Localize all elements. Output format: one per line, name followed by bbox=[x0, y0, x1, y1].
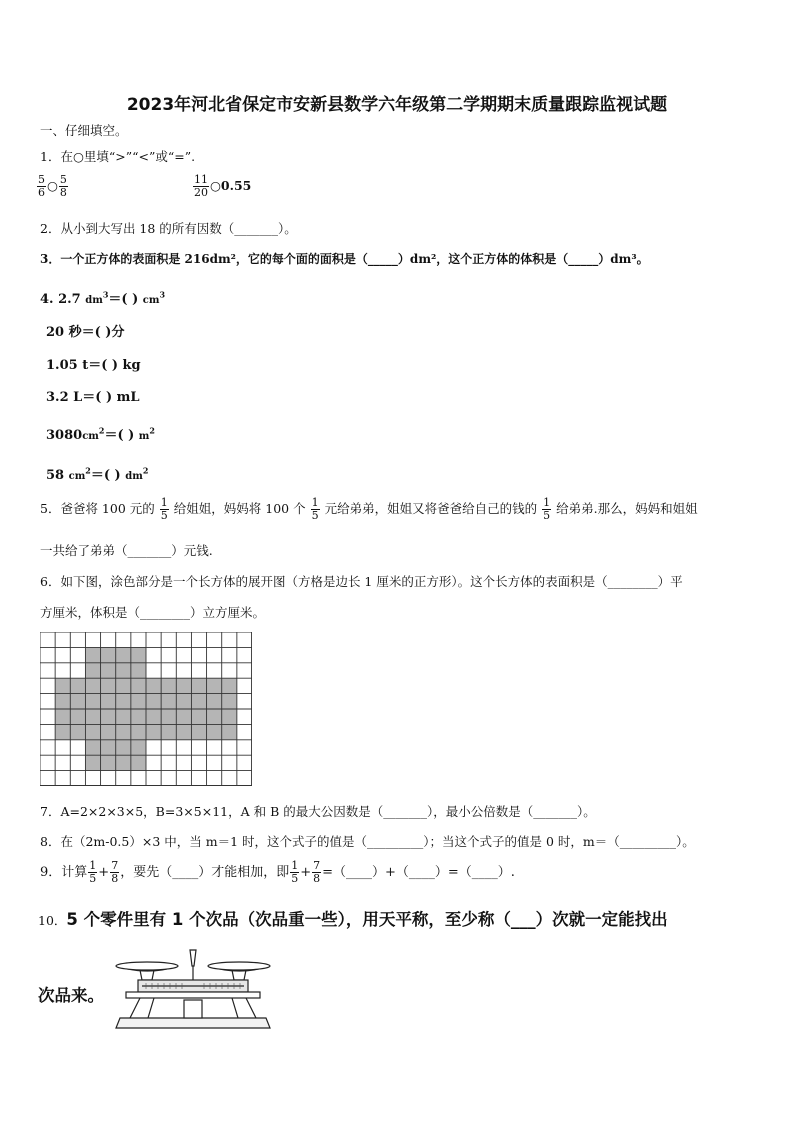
shaded-cell bbox=[85, 694, 100, 709]
fraction: $\frac{5}{6}$ bbox=[38, 173, 45, 199]
q4-line-6: 58 $cm^2=$( ) $dm^2$ bbox=[46, 465, 149, 483]
shaded-cell bbox=[101, 755, 116, 770]
shaded-cell bbox=[55, 724, 70, 739]
fraction: $\frac{7}{8}$ bbox=[313, 859, 321, 885]
shaded-cell bbox=[222, 678, 237, 693]
fraction: $\frac{1}{5}$ bbox=[311, 496, 319, 522]
shaded-cell bbox=[161, 709, 176, 724]
question-6: 6．如下图，涂色部分是一个长方体的展开图（方格是边长 1 厘米的正方形）。这个长方体的表面积是（________）平 bbox=[40, 574, 683, 589]
shaded-cell bbox=[131, 663, 146, 678]
shaded-cell bbox=[176, 694, 191, 709]
question-3: 3．一个正方体的表面积是 216dm²，它的每个面的面积是（_____）dm²，这个正方体的体积是（_____）dm³。 bbox=[40, 252, 649, 266]
shaded-cell bbox=[55, 694, 70, 709]
shaded-cell bbox=[70, 709, 85, 724]
shaded-cell bbox=[70, 694, 85, 709]
shaded-cell bbox=[116, 740, 131, 755]
fraction: $\frac{5}{8}$ bbox=[59, 173, 67, 199]
shaded-cell bbox=[131, 647, 146, 662]
shaded-cell bbox=[85, 709, 100, 724]
shaded-cell bbox=[222, 694, 237, 709]
q4-line-4: 3.2 L＝( ) mL bbox=[46, 390, 140, 405]
shaded-cell bbox=[131, 740, 146, 755]
q4-line-2: 20 秒＝( )分 bbox=[46, 325, 125, 340]
question-10-line-2: 次品来。 bbox=[38, 986, 104, 1005]
shaded-cell bbox=[85, 678, 100, 693]
question-9: 9．计算 $\frac{1}{5}$ + $\frac{7}{8}$ ，要先（____）才能相加，即 $\frac{1}{5}$ + $\frac{7}{8}$ =（____）+（____）=（____）. bbox=[40, 859, 515, 885]
shaded-cell bbox=[207, 694, 222, 709]
q1-item-a bbox=[36, 174, 69, 199]
q4-line-1: 4. 2.7 $dm^3=$( ) $cm^3$ bbox=[40, 289, 166, 307]
page-title: 2023年河北省保定市安新县数学六年级第二学期期末质量跟踪监视试题 bbox=[126, 95, 668, 115]
shaded-cell bbox=[222, 709, 237, 724]
shaded-cell bbox=[191, 694, 206, 709]
net-grid-figure bbox=[40, 632, 252, 786]
q1-item-b: $\frac{11}{20}$ ○0.55 bbox=[194, 173, 252, 199]
shaded-cell bbox=[116, 694, 131, 709]
shaded-cell bbox=[191, 724, 206, 739]
shaded-cell bbox=[116, 724, 131, 739]
shaded-cell bbox=[101, 724, 116, 739]
shaded-cell bbox=[101, 694, 116, 709]
shaded-cell bbox=[116, 709, 131, 724]
shaded-cell bbox=[176, 724, 191, 739]
q4-line-3: 1.05 t＝( ) kg bbox=[46, 358, 141, 373]
question-1: 1．在○里填“>”“<”或“=”. bbox=[40, 149, 196, 164]
shaded-cell bbox=[191, 678, 206, 693]
shaded-cell bbox=[191, 709, 206, 724]
shaded-cell bbox=[85, 647, 100, 662]
shaded-cell bbox=[131, 678, 146, 693]
question-2: 2．从小到大写出 18 的所有因数（_______）。 bbox=[40, 221, 297, 236]
shaded-cell bbox=[101, 740, 116, 755]
shaded-cell bbox=[131, 694, 146, 709]
shaded-cell bbox=[55, 678, 70, 693]
shaded-cell bbox=[85, 724, 100, 739]
shaded-cell bbox=[116, 755, 131, 770]
shaded-cell bbox=[207, 709, 222, 724]
shaded-cell bbox=[207, 724, 222, 739]
shaded-cell bbox=[101, 663, 116, 678]
q4-line-5: $3080cm^2=$( ) $m^2$ bbox=[46, 425, 155, 443]
shaded-cell bbox=[55, 709, 70, 724]
shaded-cell bbox=[101, 647, 116, 662]
grid-svg bbox=[40, 632, 252, 786]
shaded-cell bbox=[116, 678, 131, 693]
shaded-cell bbox=[85, 663, 100, 678]
shaded-cell bbox=[131, 755, 146, 770]
question-6-line-2: 方厘米，体积是（________）立方厘米。 bbox=[40, 605, 266, 620]
fraction: $\frac{7}{8}$ bbox=[111, 859, 119, 885]
question-10: 10．5 个零件里有 1 个次品（次品重一些），用天平称，至少称（___）次就一定能找出 bbox=[38, 910, 668, 929]
shaded-cell bbox=[101, 709, 116, 724]
shaded-cell bbox=[161, 694, 176, 709]
shaded-cell bbox=[116, 663, 131, 678]
question-7: 7．A=2×2×3×5，B=3×5×11，A 和 B 的最大公因数是（_______），最小公倍数是（_______）。 bbox=[40, 804, 596, 819]
balance-scale-illustration bbox=[112, 946, 274, 1034]
shaded-cell bbox=[146, 694, 161, 709]
shaded-cell bbox=[85, 755, 100, 770]
fraction: $\frac{1}{5}$ bbox=[89, 859, 97, 885]
shaded-cell bbox=[176, 678, 191, 693]
shaded-cell bbox=[176, 709, 191, 724]
shaded-cell bbox=[161, 678, 176, 693]
shaded-cell bbox=[146, 678, 161, 693]
shaded-cell bbox=[146, 709, 161, 724]
shaded-cell bbox=[70, 724, 85, 739]
section-heading: 一、仔细填空。 bbox=[40, 123, 128, 138]
fraction: $\frac{1}{5}$ bbox=[160, 496, 168, 522]
question-8: 8．在（2m-0.5）×3 中，当 m＝1 时，这个式子的值是（_________）；当这个式子的值是 0 时，m＝（_________）。 bbox=[40, 834, 695, 849]
shaded-cell bbox=[85, 740, 100, 755]
fraction: $\frac{1}{5}$ bbox=[291, 859, 299, 885]
shaded-cell bbox=[161, 724, 176, 739]
question-5: 5．爸爸将 100 元的 $\frac{1}{5}$ 给姐姐，妈妈将 100 个 $\frac{1}{5}$ 元给弟弟，姐姐又将爸爸给自己的钱的 $\frac{1}{5}$ 给弟弟.那么，妈妈和姐姐 bbox=[40, 496, 698, 522]
shaded-cell bbox=[146, 724, 161, 739]
question-5-line-2: 一共给了弟弟（_______）元钱. bbox=[40, 543, 213, 558]
shaded-cell bbox=[70, 678, 85, 693]
fraction: $\frac{11}{20}$ bbox=[194, 173, 208, 199]
fraction: $\frac{1}{5}$ bbox=[543, 496, 551, 522]
shaded-cell bbox=[131, 709, 146, 724]
shaded-cell bbox=[131, 724, 146, 739]
shaded-cell bbox=[116, 647, 131, 662]
shaded-cell bbox=[207, 678, 222, 693]
shaded-cell bbox=[101, 678, 116, 693]
shaded-cell bbox=[222, 724, 237, 739]
compare-circle: ○ bbox=[47, 178, 58, 193]
